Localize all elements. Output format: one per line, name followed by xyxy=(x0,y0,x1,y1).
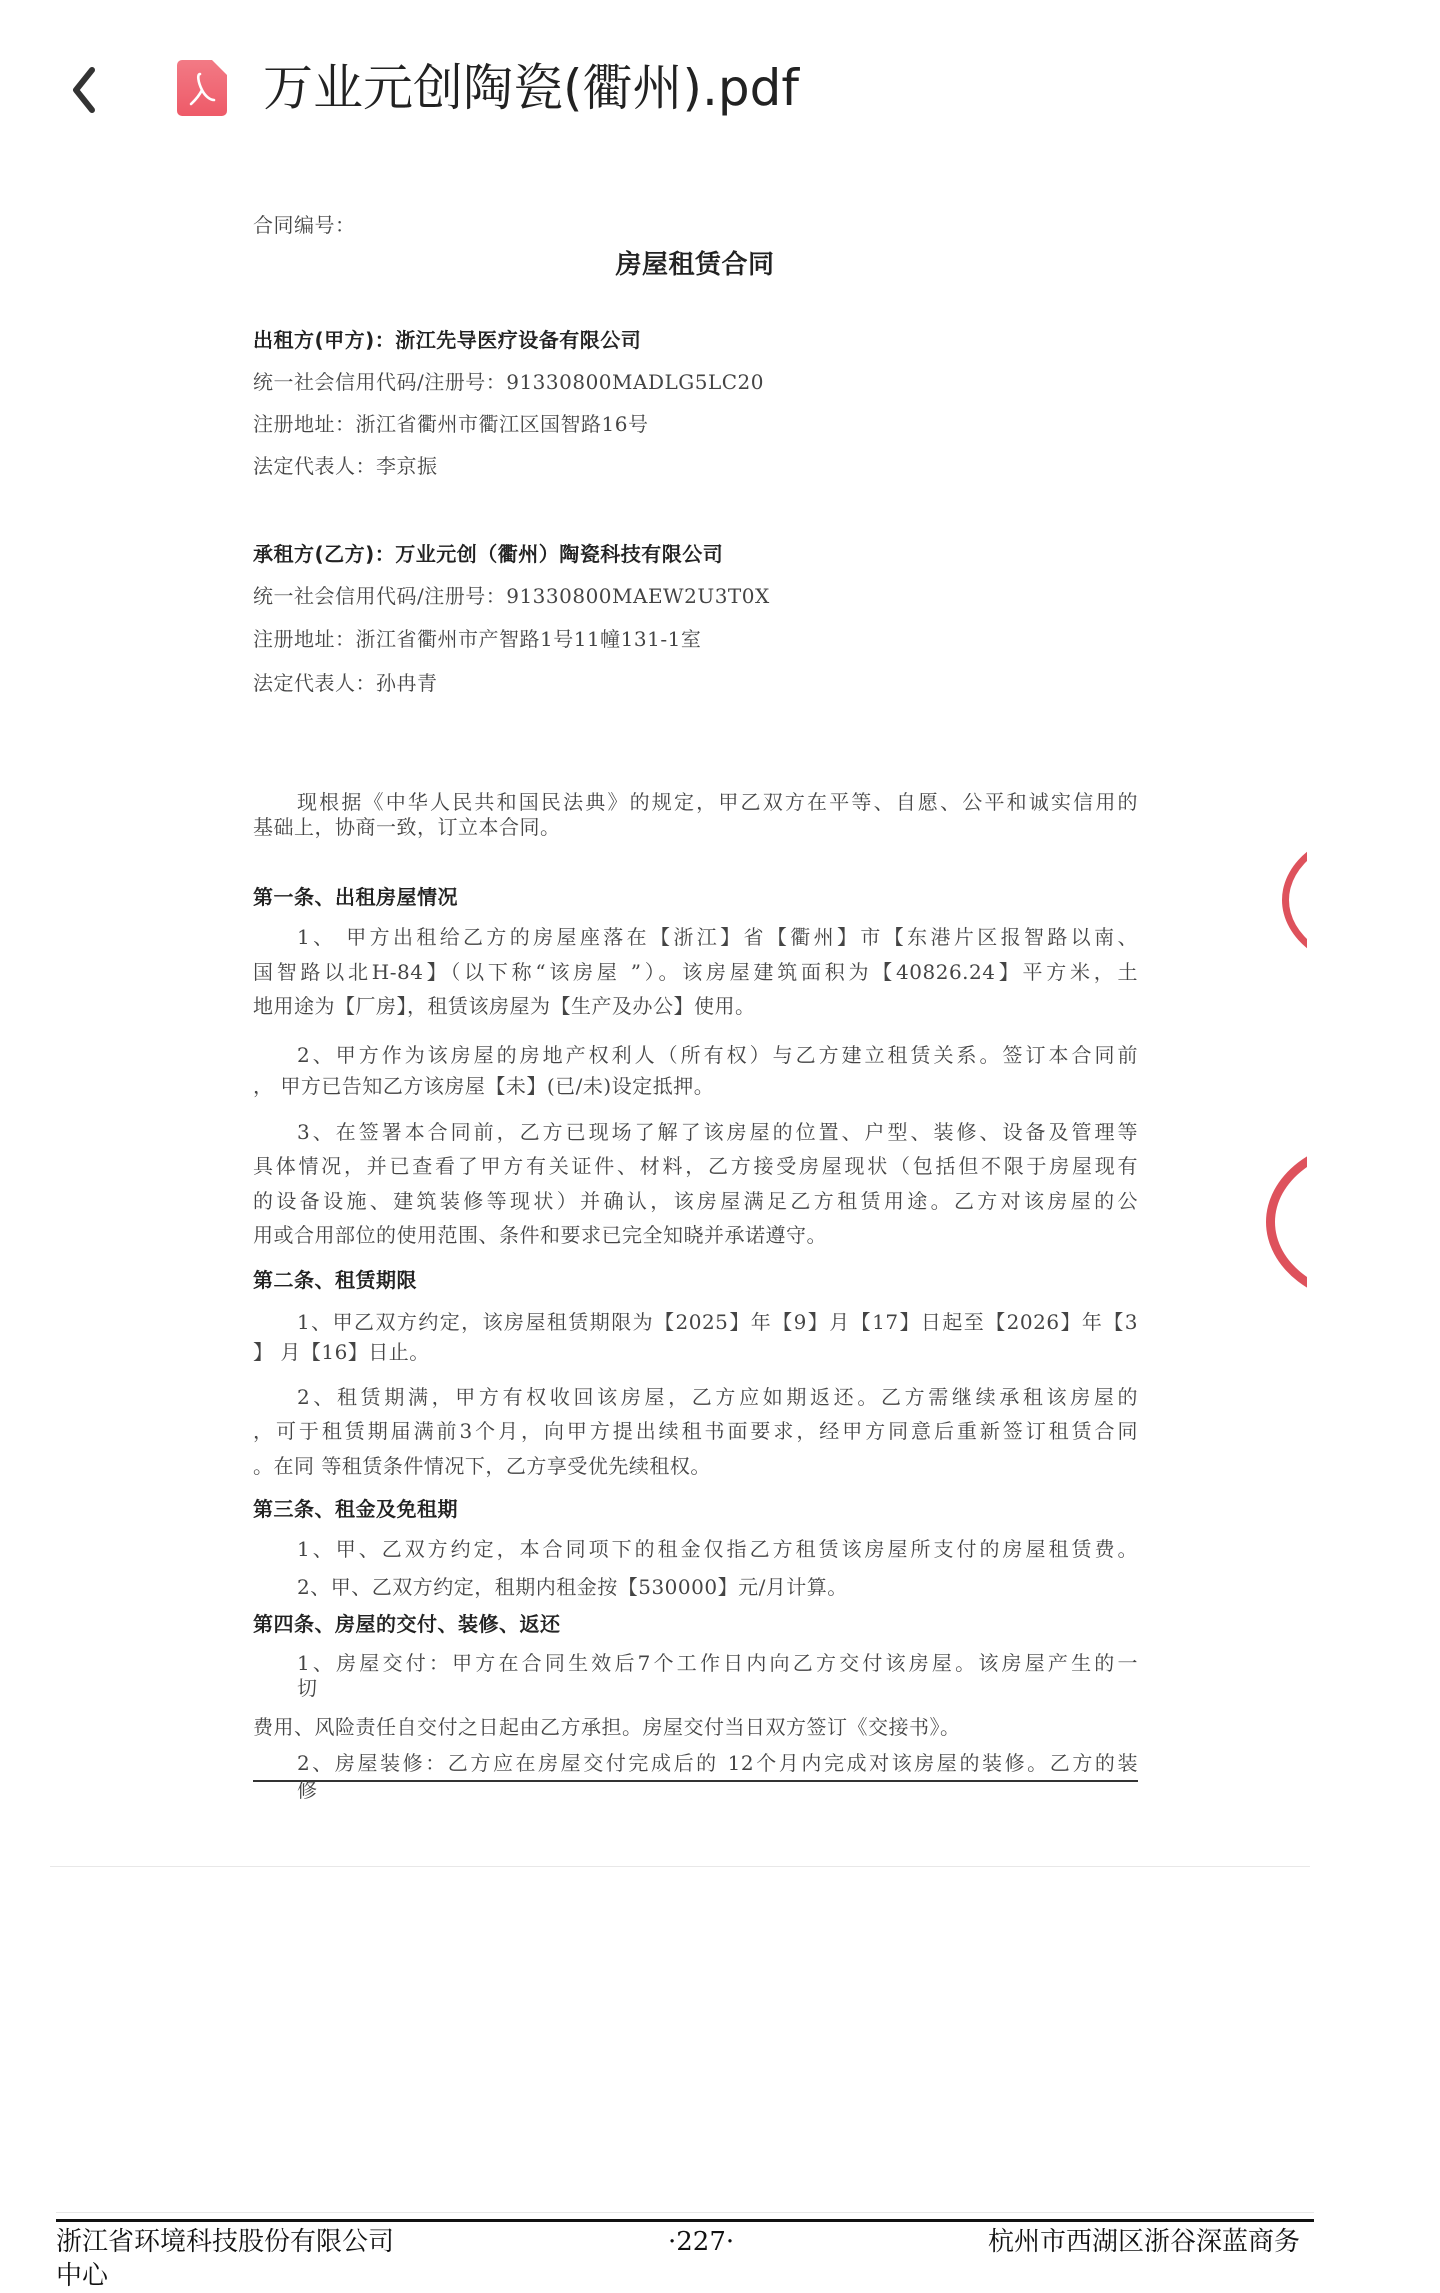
page-number: ·227· xyxy=(668,2227,735,2257)
doc-line: 注册地址：浙江省衢州市产智路1号11幢131-1室 xyxy=(253,627,702,651)
doc-line: 修 xyxy=(297,1778,318,1802)
doc-line: 法定代表人：李京振 xyxy=(253,454,438,478)
document-title: 万业元创陶瓷(衢州).pdf xyxy=(263,59,799,117)
doc-line: 1、 甲方出租给乙方的房屋座落在【浙江】省【衢州】市【东港片区报智路以南、 xyxy=(297,925,1138,949)
footer-divider xyxy=(56,2219,1314,2222)
doc-line: 统一社会信用代码/注册号：91330800MADLG5LC20 xyxy=(253,370,765,394)
footer-left-cont: 中心 xyxy=(56,2261,109,2291)
doc-line: 国智路以北H-84】（以下称“该房屋 ”）。该房屋建筑面积为【40826.24】平方米，土 xyxy=(253,960,1138,984)
page-edge xyxy=(50,1866,1310,1867)
doc-line: 现根据《中华人民共和国民法典》的规定，甲乙双方在平等、自愿、公平和诚实信用的 xyxy=(297,790,1138,814)
section-heading: 第三条、租金及免租期 xyxy=(253,1497,458,1521)
doc-line: 具体情况，并已查看了甲方有关证件、材料，乙方接受房屋现状（包括但不限于房屋现有 xyxy=(253,1154,1138,1178)
doc-line: 注册地址：浙江省衢州市衢江区国智路16号 xyxy=(253,412,649,436)
doc-line: 费用、风险责任自交付之日起由乙方承担。房屋交付当日双方签订《交接书》。 xyxy=(253,1715,961,1739)
seal-stamps xyxy=(1200,780,1307,1340)
section-heading: 承租方(乙方)：万业元创（衢州）陶瓷科技有限公司 xyxy=(253,542,724,566)
section-heading: 出租方(甲方)：浙江先导医疗设备有限公司 xyxy=(253,328,642,352)
doc-line: 2、甲、乙双方约定，租期内租金按【530000】元/月计算。 xyxy=(297,1575,848,1599)
section-heading: 第一条、出租房屋情况 xyxy=(253,885,458,909)
contract-title: 房屋租赁合同 xyxy=(615,250,775,280)
doc-line: 2、甲方作为该房屋的房地产权利人（所有权）与乙方建立租赁关系。签订本合同前 xyxy=(297,1043,1138,1067)
doc-line: 】 月【16】日止。 xyxy=(253,1340,430,1364)
doc-line: 1、甲、乙双方约定，本合同项下的租金仅指乙方租赁该房屋所支付的房屋租赁费。 xyxy=(297,1537,1138,1561)
doc-line: 法定代表人：孙冉青 xyxy=(253,671,438,695)
doc-line: ，可于租赁期届满前3个月，向甲方提出续租书面要求，经甲方同意后重新签订租赁合同 xyxy=(253,1419,1138,1443)
doc-line: 。在同 等租赁条件情况下，乙方享受优先续租权。 xyxy=(253,1454,711,1478)
doc-line: 的设备设施、建筑装修等现状）并确认，该房屋满足乙方租赁用途。乙方对该房屋的公 xyxy=(253,1189,1138,1213)
footer-right: 杭州市西湖区浙谷深蓝商务 xyxy=(988,2227,1301,2257)
doc-line: 基础上，协商一致，订立本合同。 xyxy=(253,815,561,839)
doc-line: ， 甲方已告知乙方该房屋【未】(已/未)设定抵押。 xyxy=(253,1074,715,1098)
doc-line: 2、房屋装修：乙方应在房屋交付完成后的 12个月内完成对该房屋的装修。乙方的装 xyxy=(253,1750,1138,1782)
doc-line: 1、房屋交付：甲方在合同生效后7个工作日内向乙方交付该房屋。该房屋产生的一 xyxy=(297,1651,1138,1675)
doc-line: 合同编号： xyxy=(253,213,356,237)
doc-line: 用或合用部位的使用范围、条件和要求已完全知晓并承诺遵守。 xyxy=(253,1223,827,1247)
doc-line: 2、租赁期满，甲方有权收回该房屋，乙方应如期返还。乙方需继续承租该房屋的 xyxy=(297,1385,1138,1409)
doc-line: 1、甲乙双方约定，该房屋租赁期限为【2025】年【9】月【17】日起至【2026】年【3 xyxy=(297,1310,1138,1334)
doc-line: 地用途为【厂房】，租赁该房屋为【生产及办公】使用。 xyxy=(253,994,756,1018)
footer-left: 浙江省环境科技股份有限公司 xyxy=(56,2227,395,2257)
seal-stamp-lower xyxy=(1266,1138,1307,1306)
doc-line: 切 xyxy=(297,1676,318,1700)
footer-divider-faint xyxy=(56,2212,1314,2213)
doc-line: 3、在签署本合同前，乙方已现场了解了该房屋的位置、户型、装修、设备及管理等 xyxy=(297,1120,1138,1144)
doc-line: 统一社会信用代码/注册号：91330800MAEW2U3T0X xyxy=(253,584,770,608)
section-heading: 第二条、租赁期限 xyxy=(253,1268,417,1292)
section-heading: 第四条、房屋的交付、装修、返还 xyxy=(253,1612,561,1636)
seal-stamp-upper xyxy=(1282,828,1307,972)
